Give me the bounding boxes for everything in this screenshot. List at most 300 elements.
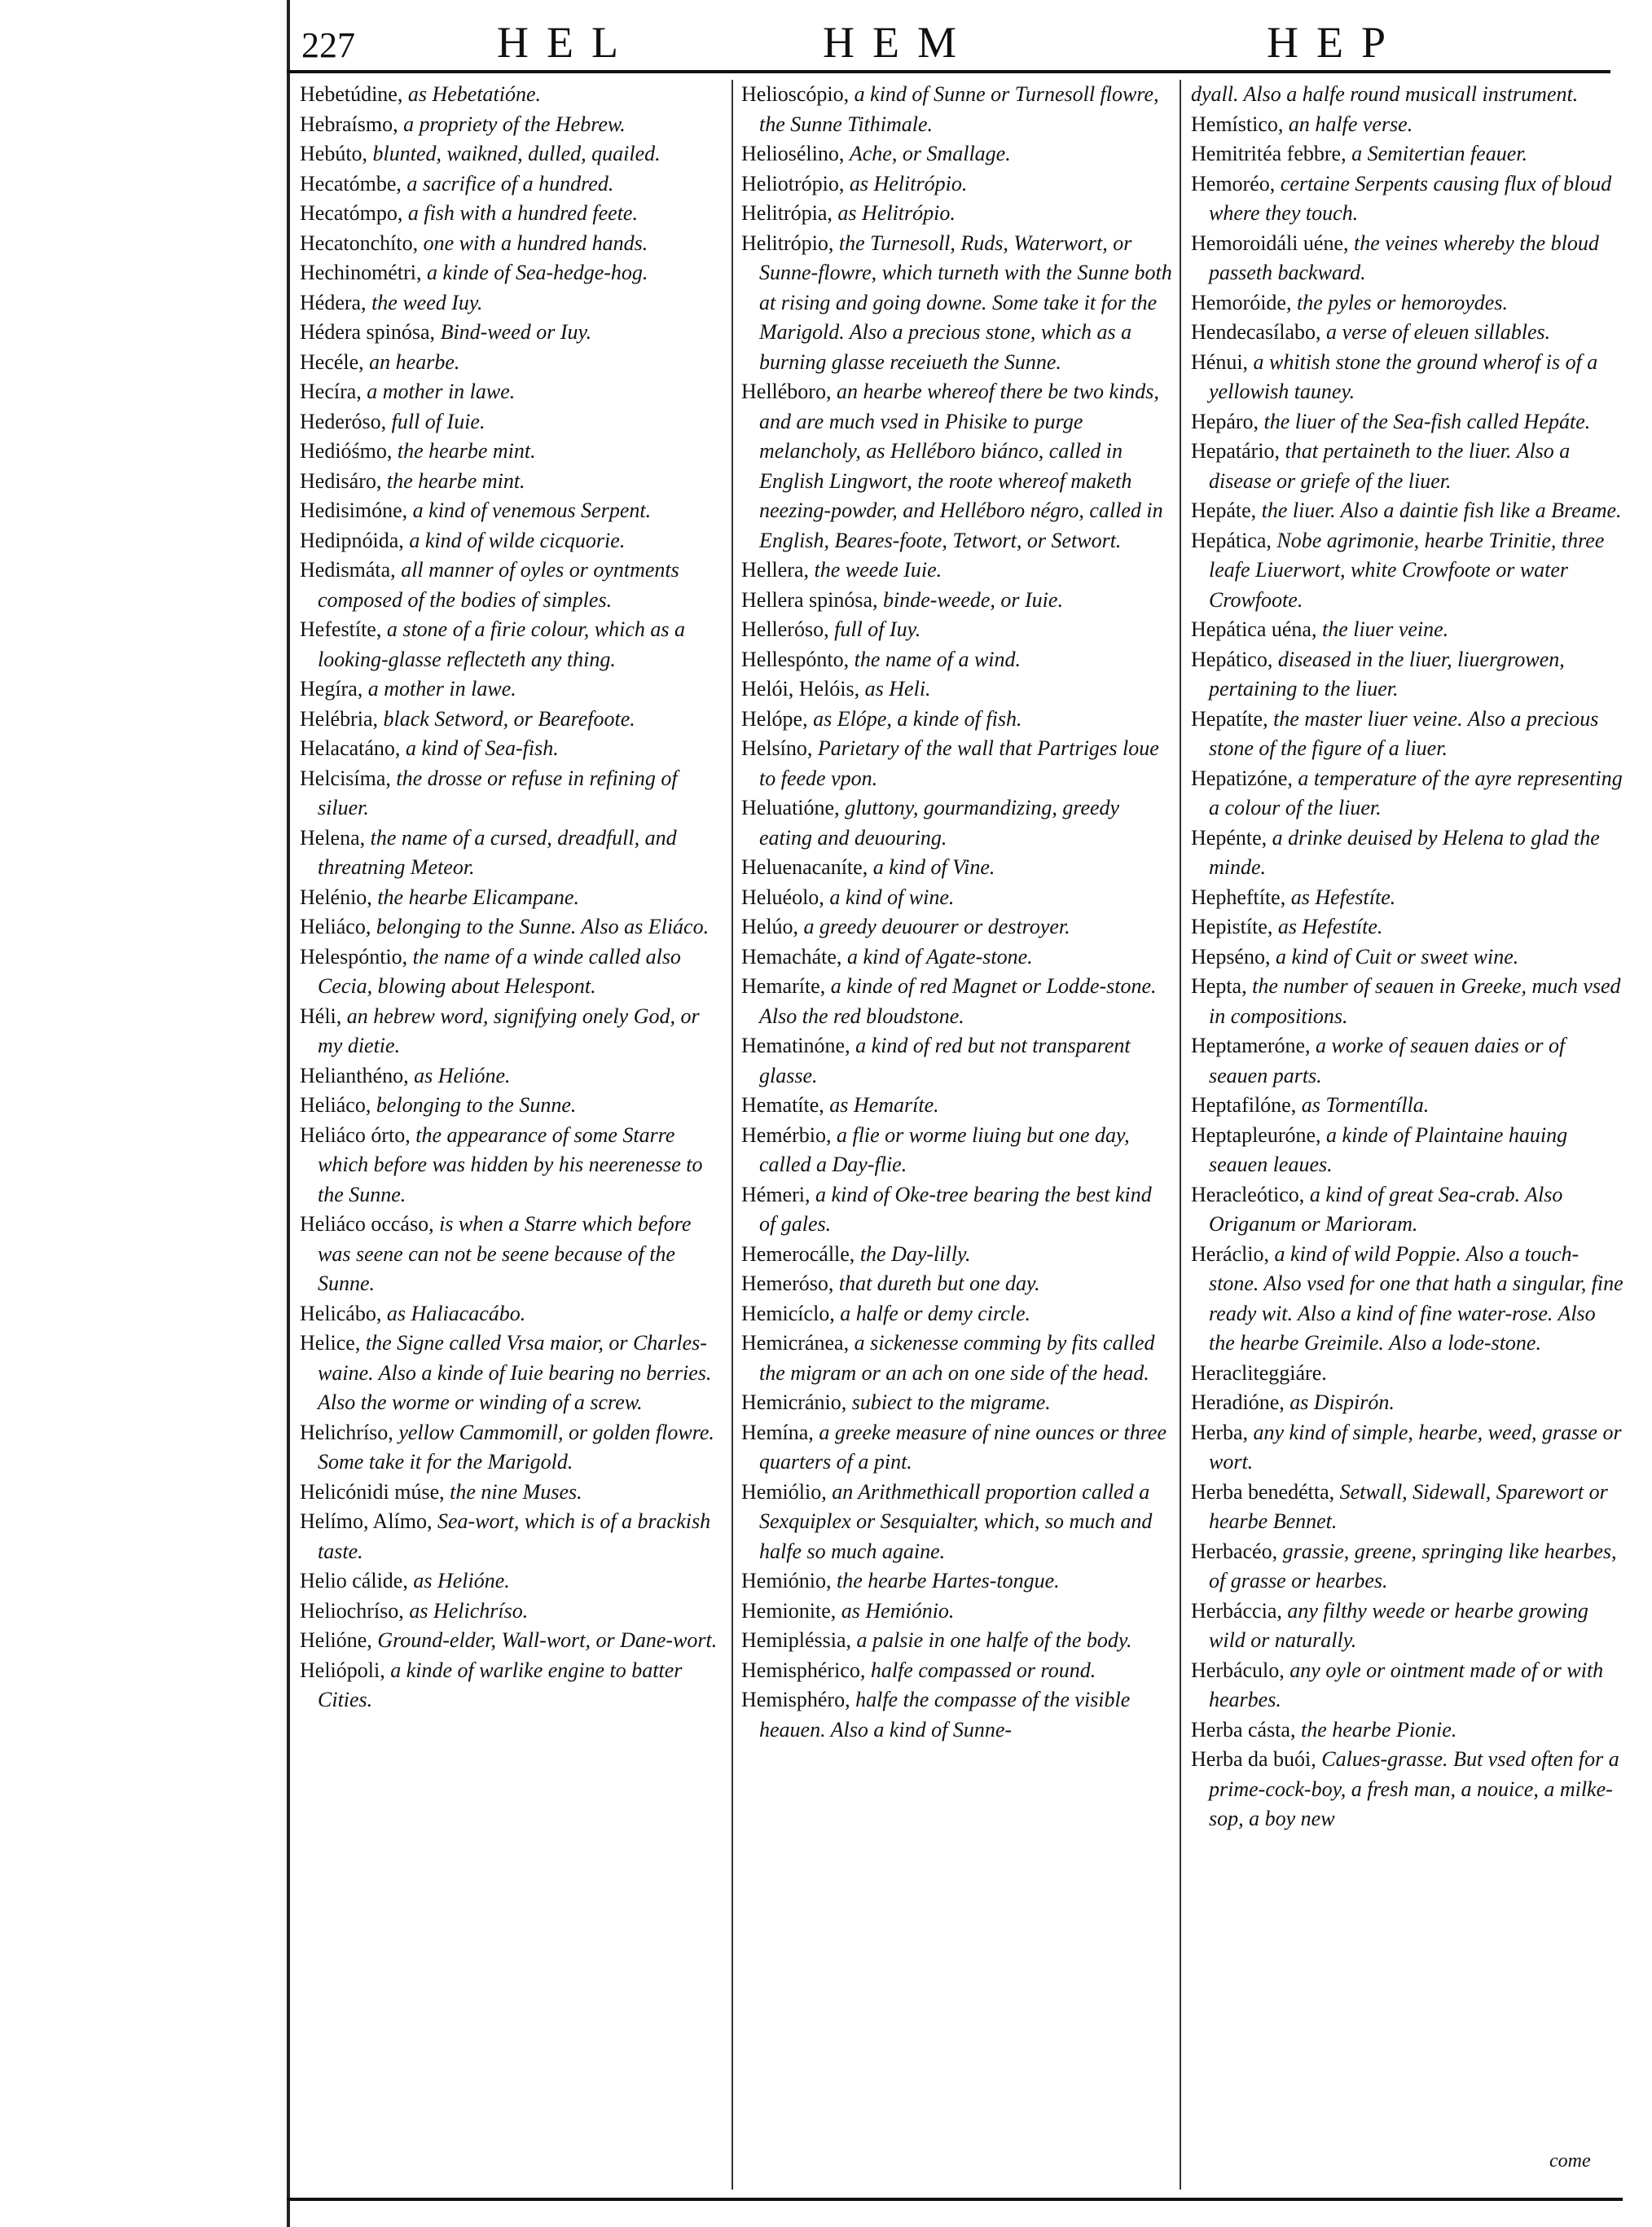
headword: Hepáro, — [1191, 409, 1259, 433]
dictionary-entry — [741, 1418, 1173, 1478]
definition: a kind of great Sea-crab. Also Origanum or Marioram. — [1209, 1182, 1563, 1236]
headword: Hepáte, — [1191, 499, 1257, 522]
dictionary-entry — [1191, 1359, 1624, 1389]
headword: Hendecasílabo, — [1191, 320, 1321, 344]
definition: Sea-wort, which is of a brackish taste. — [318, 1509, 711, 1563]
dictionary-entry — [300, 824, 727, 883]
dictionary-entry — [300, 556, 727, 615]
dictionary-entry — [1191, 1597, 1624, 1656]
definition: a kind of Agate-stone. — [846, 944, 1033, 969]
headword: Helespóntio, — [300, 944, 408, 969]
definition: a kind of Cuit or sweet wine. — [1275, 944, 1519, 969]
headword: Helacatáno, — [300, 736, 401, 760]
dictionary-entry — [741, 705, 1173, 735]
definition: a temperature of the ayre representing a colour of the liuer. — [1209, 766, 1623, 819]
definition: as Hemaríte. — [829, 1093, 939, 1117]
headword: Hemicránio, — [741, 1390, 847, 1414]
headword: Hecatómbe, — [300, 171, 402, 195]
left-margin-rule — [287, 0, 290, 2227]
headword: Hellera spinósa, — [741, 587, 878, 612]
dictionary-entry — [1191, 80, 1624, 110]
definition: the liuer of the Sea-fish called Hepáte. — [1263, 409, 1591, 433]
definition: the Signe called Vrsa maior, or Charles-waine. Also a kinde of Iuie bearing no berries. Also the worme or winding of a screw. — [318, 1331, 712, 1414]
running-head-right: HEP — [1267, 18, 1404, 67]
headword: Heliópoli, — [300, 1658, 385, 1682]
definition: yellow Cammomill, or golden flowre. Some take it for the Marigold. — [318, 1420, 714, 1474]
headword: Helúo, — [741, 915, 799, 938]
headword: Heluenacaníte, — [741, 855, 868, 879]
headword: Hedisáro, — [300, 468, 382, 493]
definition: Nobe agrimonie, hearbe Trinitie, three leafe Liuerwort, white Crowfoote or water Crowfoote. — [1209, 528, 1605, 612]
headword: Héli, — [300, 1004, 342, 1028]
dictionary-entry — [300, 1091, 727, 1121]
headword: Helióne, — [300, 1628, 372, 1652]
definition: as Helióne. — [413, 1569, 510, 1592]
headword: Hémeri, — [741, 1182, 811, 1206]
dictionary-entry — [741, 556, 1173, 586]
definition: a palsie in one halfe of the body. — [856, 1628, 1132, 1652]
dictionary-entry — [741, 1626, 1173, 1656]
definition: binde-weede, or Iuie. — [883, 587, 1063, 612]
definition: a kind of wilde cicquorie. — [409, 528, 626, 552]
dictionary-entry — [741, 734, 1173, 793]
definition: a kinde of Sea-hedge-hog. — [426, 261, 648, 284]
definition: the hearbe Pionie. — [1300, 1717, 1457, 1742]
dictionary-entry — [741, 883, 1173, 913]
definition: a flie or worme liuing but one day, called a Day-flie. — [759, 1122, 1130, 1176]
running-head-left: HEL — [497, 18, 636, 67]
definition: the drosse or refuse in refining of siluer. — [318, 766, 678, 819]
dictionary-entry — [741, 1180, 1173, 1240]
definition: the hearbe Hartes-tongue. — [837, 1569, 1060, 1592]
definition: any filthy weede or hearbe growing wild or naturally. — [1209, 1598, 1588, 1652]
dictionary-entry — [300, 764, 727, 824]
dictionary-entry — [1191, 288, 1624, 318]
dictionary-entry — [1191, 318, 1624, 348]
dictionary-entry — [741, 645, 1173, 675]
dictionary-entry — [1191, 169, 1624, 229]
definition: a sickenesse comming by fits called the migram or an ach on one side of the head. — [759, 1331, 1155, 1385]
definition: belonging to the Sunne. — [376, 1093, 577, 1117]
headword: Helena, — [300, 825, 366, 850]
headword: Heliáco órto, — [300, 1122, 411, 1147]
headword: Helio cálide, — [300, 1569, 408, 1592]
headword: Helioscópio, — [741, 82, 850, 106]
headword: Hemoroidáli uéne, — [1191, 231, 1349, 255]
dictionary-entry — [1191, 912, 1624, 942]
headword: Helicábo, — [300, 1301, 382, 1325]
definition: the weed Iuy. — [371, 290, 483, 314]
headword: Hechinométri, — [300, 261, 422, 284]
headword: Heluatióne, — [741, 796, 840, 819]
dictionary-entry — [300, 705, 727, 735]
headword: Heliochríso, — [300, 1598, 404, 1623]
dictionary-entry — [741, 1685, 1173, 1745]
headword: Hedióśmo, — [300, 439, 393, 463]
headword: Hecíra, — [300, 380, 362, 403]
dictionary-entry — [1191, 348, 1624, 407]
dictionary-entry — [300, 1061, 727, 1092]
definition: halfe the compasse of the visible heauen. Also a kind of Sunne- — [759, 1688, 1131, 1742]
dictionary-entry — [1191, 764, 1624, 824]
dictionary-entry — [741, 912, 1173, 942]
headword: Helianthéno, — [300, 1063, 409, 1087]
dictionary-entry — [741, 674, 1173, 705]
headword: Helópe, — [741, 706, 808, 731]
dictionary-entry — [1191, 1745, 1624, 1834]
column-1 — [300, 80, 727, 2190]
headword: Heluéolo, — [741, 885, 824, 909]
definition: as Haliacacábo. — [386, 1301, 526, 1325]
dictionary-entry — [300, 942, 727, 1002]
definition: any kind of simple, hearbe, weed, grasse or wort. — [1209, 1420, 1622, 1474]
headword: Helsíno, — [741, 736, 813, 760]
headword: Heliáco, — [300, 1093, 371, 1117]
headword: Heliotrópio, — [741, 171, 845, 195]
dictionary-entry — [1191, 407, 1624, 437]
dictionary-entry — [1191, 1031, 1624, 1091]
dictionary-entry — [1191, 1537, 1624, 1597]
dictionary-entry — [300, 437, 727, 467]
definition: an hebrew word, signifying onely God, or my dietie. — [318, 1004, 700, 1057]
dictionary-entry — [741, 1299, 1173, 1329]
dictionary-entry — [300, 1597, 727, 1627]
definition: subiect to the migrame. — [851, 1390, 1051, 1414]
definition: a mother in lawe. — [367, 677, 516, 701]
headword: Hepatizóne, — [1191, 766, 1293, 790]
dictionary-entry — [741, 1656, 1173, 1686]
definition: one with a hundred hands. — [423, 231, 648, 255]
catchword: come — [1549, 2150, 1591, 2172]
headword: Hemitritéa febbre, — [1191, 142, 1347, 165]
column-3 — [1191, 80, 1624, 2190]
dictionary-entry — [300, 1507, 727, 1566]
definition: as Hefestíte. — [1290, 885, 1396, 909]
column-divider — [732, 80, 733, 2190]
headword: Hecatómpo, — [300, 201, 403, 225]
headword: Hédera spinósa, — [300, 320, 436, 344]
headword: Hepatário, — [1191, 439, 1281, 463]
dictionary-entry — [741, 853, 1173, 883]
dictionary-entry — [1191, 1388, 1624, 1418]
headword: Hemaríte, — [741, 974, 826, 998]
definition: the hearbe mint. — [386, 468, 525, 493]
dictionary-entry — [741, 80, 1173, 139]
definition: as Dispirón. — [1290, 1390, 1395, 1414]
definition: the Day-lilly. — [859, 1241, 971, 1266]
dictionary-entry — [1191, 1715, 1624, 1746]
headword: Hemiólio, — [741, 1479, 827, 1504]
definition: a Semitertian feauer. — [1351, 142, 1527, 165]
headword: Hemisphérico, — [741, 1658, 866, 1682]
headword: Hematíte, — [741, 1093, 824, 1117]
definition: the pyles or hemoroydes. — [1296, 290, 1508, 314]
headword: Hedipnóida, — [300, 528, 404, 552]
definition: a kind of red but not transparent glasse. — [759, 1034, 1131, 1087]
definition: a kinde of red Magnet or Lodde-stone. Also the red bloudstone. — [759, 974, 1157, 1028]
headword: Herba da buói, — [1191, 1747, 1316, 1771]
dictionary-entry — [300, 1299, 727, 1329]
headword: Helicónidi múse, — [300, 1479, 445, 1504]
column-2 — [741, 80, 1173, 2190]
definition: the appearance of some Starre which before was hidden by his neerenesse to the Sunne. — [318, 1122, 703, 1206]
headword: Hepta, — [1191, 974, 1247, 998]
definition: as Hebetatióne. — [407, 82, 542, 106]
dictionary-entry — [300, 318, 727, 348]
definition: the liuer veine. — [1321, 617, 1449, 641]
definition: Calues-grasse. But vsed often for a prime-cock-boy, a fresh man, a nouice, a milke-sop, a boy new — [1209, 1747, 1619, 1830]
headword: Hepénte, — [1191, 825, 1268, 850]
dictionary-entry — [1191, 496, 1624, 526]
dictionary-entry — [741, 1329, 1173, 1388]
dictionary-entry — [300, 1121, 727, 1210]
headword: Heliosélino, — [741, 142, 845, 165]
definition: a kind of wild Poppie. Also a touch-stone. Also vsed for one that hath a singular, fine ready wit. Also a kind of fine water-rose. Also the hearbe Greimile. Also a lode-stone. — [1209, 1241, 1623, 1355]
headword: Herbáccia, — [1191, 1598, 1282, 1623]
headword: Heracliteggiáre. — [1191, 1360, 1327, 1385]
headword: Hemístico, — [1191, 112, 1284, 136]
headword: Hemiónio, — [741, 1569, 832, 1592]
dictionary-entry — [1191, 526, 1624, 616]
column-divider — [1180, 80, 1181, 2190]
definition: a kinde of warlike engine to batter Cities. — [318, 1658, 683, 1711]
dictionary-entry — [300, 674, 727, 705]
dictionary-entry — [1191, 1656, 1624, 1715]
definition: certaine Serpents causing flux of bloud where they touch. — [1209, 171, 1612, 225]
dictionary-entry — [1191, 705, 1624, 764]
definition: a fish with a hundred feete. — [407, 201, 638, 225]
headword: Helitrópia, — [741, 201, 833, 225]
dictionary-entry — [1191, 1121, 1624, 1180]
headword: Hecéle, — [300, 349, 364, 374]
definition: a greeke measure of nine ounces or three quarters of a pint. — [759, 1420, 1167, 1474]
dictionary-entry — [300, 1478, 727, 1508]
headword: Hemerocálle, — [741, 1241, 855, 1266]
dictionary-entry — [1191, 824, 1624, 883]
definition: dyall. Also a halfe round musicall instrument. — [1191, 82, 1579, 106]
definition: a drinke deuised by Helena to glad the minde. — [1209, 825, 1600, 879]
headword: Hemacháte, — [741, 944, 842, 969]
dictionary-entry — [300, 912, 727, 942]
dictionary-entry — [300, 229, 727, 259]
dictionary-entry — [300, 467, 727, 497]
headword: Hebetúdine, — [300, 82, 403, 106]
dictionary-entry — [300, 1626, 727, 1656]
headword: Herbacéo, — [1191, 1539, 1278, 1563]
dictionary-entry — [300, 1566, 727, 1597]
definition: diseased in the liuer, liuergrowen, pertaining to the liuer. — [1209, 647, 1565, 701]
dictionary-entry — [741, 942, 1173, 973]
definition: as Helichríso. — [409, 1598, 529, 1623]
dictionary-entry — [300, 526, 727, 556]
definition: as Heli. — [864, 677, 931, 701]
headword: Hegíra, — [300, 677, 363, 701]
headword: Herbáculo, — [1191, 1658, 1285, 1682]
dictionary-entry — [741, 169, 1173, 200]
headword: Heptameróne, — [1191, 1034, 1311, 1057]
headword: Hebraísmo, — [300, 112, 398, 136]
definition: a kind of Sunne or Turnesoll flowre, the Sunne Tithimale. — [759, 82, 1159, 136]
dictionary-entry — [741, 615, 1173, 645]
headword: Helcisíma, — [300, 766, 391, 790]
definition: the veines whereby the bloud passeth backward. — [1209, 231, 1599, 284]
headword: Hemionite, — [741, 1598, 837, 1623]
definition: black Setword, or Bearefoote. — [383, 706, 635, 731]
definition: a kind of Vine. — [872, 855, 995, 879]
dictionary-entry — [300, 288, 727, 318]
footer-rule — [287, 2198, 1623, 2201]
headword: Hemoróide, — [1191, 290, 1292, 314]
definition: halfe compassed or round. — [870, 1658, 1096, 1682]
dictionary-entry — [1191, 1240, 1624, 1359]
definition: a stone of a firie colour, which as a looking-glasse reflecteth any thing. — [318, 617, 686, 671]
dictionary-entry — [1191, 972, 1624, 1031]
headword: Hedismáta, — [300, 558, 396, 582]
definition: a mother in lawe. — [367, 380, 516, 403]
definition: as Hemiónio. — [841, 1598, 955, 1623]
definition: all manner of oyles or oyntments composed of the bodies of simples. — [318, 558, 679, 612]
headword: Hemicránea, — [741, 1331, 850, 1355]
dictionary-entry — [741, 972, 1173, 1031]
definition: Setwall, Sidewall, Sparewort or hearbe Bennet. — [1209, 1479, 1608, 1533]
headword: Hellera, — [741, 558, 810, 582]
headword: Heptafilóne, — [1191, 1093, 1297, 1117]
dictionary-entry — [300, 169, 727, 200]
definition: as Helitrópio. — [849, 171, 968, 195]
definition: a whitish stone the ground wherof is of a yellowish tauney. — [1209, 349, 1598, 403]
dictionary-entry — [300, 1656, 727, 1715]
definition: Bind-weed or Iuy. — [440, 320, 592, 344]
dictionary-entry — [300, 1210, 727, 1299]
definition: a kind of Sea-fish. — [405, 736, 559, 760]
headword: Heliáco, — [300, 915, 371, 938]
headword: Helléboro, — [741, 380, 832, 403]
definition: a propriety of the Hebrew. — [403, 112, 626, 136]
definition: as Helitrópio. — [837, 201, 956, 225]
headword: Hepistíte, — [1191, 915, 1273, 938]
definition: a sacrifice of a hundred. — [406, 171, 614, 195]
headword: Hemeróso, — [741, 1272, 834, 1295]
headword: Helói, Helóis, — [741, 677, 860, 701]
dictionary-entry — [741, 1597, 1173, 1627]
headword: Helénio, — [300, 885, 372, 909]
headword: Heliáco occáso, — [300, 1212, 434, 1236]
headword: Heradióne, — [1191, 1390, 1285, 1414]
dictionary-entry — [741, 1121, 1173, 1180]
definition: the name of a winde called also Cecia, blowing about Helespont. — [318, 944, 681, 998]
headword: Herba cásta, — [1191, 1717, 1296, 1742]
dictionary-entry — [741, 1031, 1173, 1091]
definition: a halfe or demy circle. — [840, 1301, 1030, 1325]
dictionary-entry — [741, 586, 1173, 616]
definition: belonging to the Sunne. Also as Eliáco. — [376, 915, 710, 938]
dictionary-entry — [300, 110, 727, 140]
dictionary-entry — [741, 199, 1173, 229]
headword: Hepático, — [1191, 647, 1273, 671]
definition: the hearbe mint. — [397, 439, 536, 463]
definition: that dureth but one day. — [838, 1272, 1040, 1295]
definition: Parietary of the wall that Partriges loue to feede vpon. — [759, 736, 1159, 790]
dictionary-entry — [300, 407, 727, 437]
dictionary-entry — [300, 199, 727, 229]
dictionary-entry — [300, 377, 727, 407]
headword: Hemoréo, — [1191, 171, 1276, 195]
headword: Hedisimóne, — [300, 499, 408, 522]
headword: Hemicíclo, — [741, 1301, 835, 1325]
definition: the number of seauen in Greeke, much vsed in compositions. — [1209, 974, 1621, 1028]
definition: that pertaineth to the liuer. Also a disease or griefe of the liuer. — [1209, 439, 1571, 493]
dictionary-entry — [300, 1002, 727, 1061]
headword: Helice, — [300, 1331, 361, 1355]
definition: full of Iuy. — [834, 617, 921, 641]
dictionary-entry — [1191, 615, 1624, 645]
headword: Hénui, — [1191, 349, 1249, 374]
dictionary-entry — [300, 258, 727, 288]
headword: Hederóso, — [300, 409, 387, 433]
dictionary-entry — [1191, 645, 1624, 705]
definition: is when a Starre which before was seene can not be seene because of the Sunne. — [318, 1212, 692, 1295]
headword: Heráclio, — [1191, 1241, 1270, 1266]
headword: Helleróso, — [741, 617, 829, 641]
definition: gluttony, gourmandizing, greedy eating and deuouring. — [759, 796, 1120, 850]
page-number: 227 — [301, 25, 355, 65]
definition: an Arithmethicall proportion called a Sexquiplex or Sesquialter, which, so much and halfe so much againe. — [759, 1479, 1153, 1563]
dictionary-entry — [1191, 229, 1624, 288]
headword: Hellespónto, — [741, 647, 850, 671]
dictionary-entry — [300, 139, 727, 169]
definition: a greedy deuourer or destroyer. — [803, 915, 1070, 938]
definition: the name of a cursed, dreadfull, and threatning Meteor. — [318, 825, 677, 879]
definition: as Tormentílla. — [1301, 1093, 1430, 1117]
definition: as Helióne. — [414, 1063, 511, 1087]
definition: an halfe verse. — [1288, 112, 1413, 136]
headword: Hepática, — [1191, 528, 1272, 552]
dictionary-entry — [741, 1240, 1173, 1270]
running-head-center: HEM — [823, 18, 974, 67]
dictionary-entry — [1191, 942, 1624, 973]
headword: Hepática uéna, — [1191, 617, 1317, 641]
headword: Hemérbio, — [741, 1122, 832, 1147]
dictionary-entry — [741, 1269, 1173, 1299]
dictionary-entry — [1191, 883, 1624, 913]
dictionary-entry — [1191, 1478, 1624, 1537]
dictionary-entry — [741, 377, 1173, 556]
headword: Helitrópio, — [741, 231, 834, 255]
dictionary-entry — [300, 883, 727, 913]
headword: Herba benedétta, — [1191, 1479, 1335, 1504]
dictionary-entry — [1191, 139, 1624, 169]
dictionary-entry — [300, 80, 727, 110]
headword: Hebúto, — [300, 142, 368, 165]
definition: a verse of eleuen sillables. — [1326, 320, 1551, 344]
headword: Helímo, Alímo, — [300, 1509, 433, 1533]
dictionary-entry — [741, 229, 1173, 378]
definition: Ache, or Smallage. — [849, 142, 1011, 165]
dictionary-entry — [741, 1091, 1173, 1121]
dictionary-entry — [1191, 1180, 1624, 1240]
headword: Hemisphéro, — [741, 1688, 850, 1711]
definition: blunted, waikned, dulled, quailed. — [372, 142, 661, 165]
dictionary-entry — [1191, 110, 1624, 140]
dictionary-entry — [741, 1388, 1173, 1418]
definition: a kinde of Plaintaine hauing seauen leaues. — [1209, 1122, 1568, 1176]
headword: Hecatonchíto, — [300, 231, 419, 255]
headword: Herba, — [1191, 1420, 1249, 1444]
definition: the nine Muses. — [450, 1479, 582, 1504]
headword: Heptapleuróne, — [1191, 1122, 1321, 1147]
headword: Hepheftíte, — [1191, 885, 1286, 909]
headword: Hédera, — [300, 290, 367, 314]
